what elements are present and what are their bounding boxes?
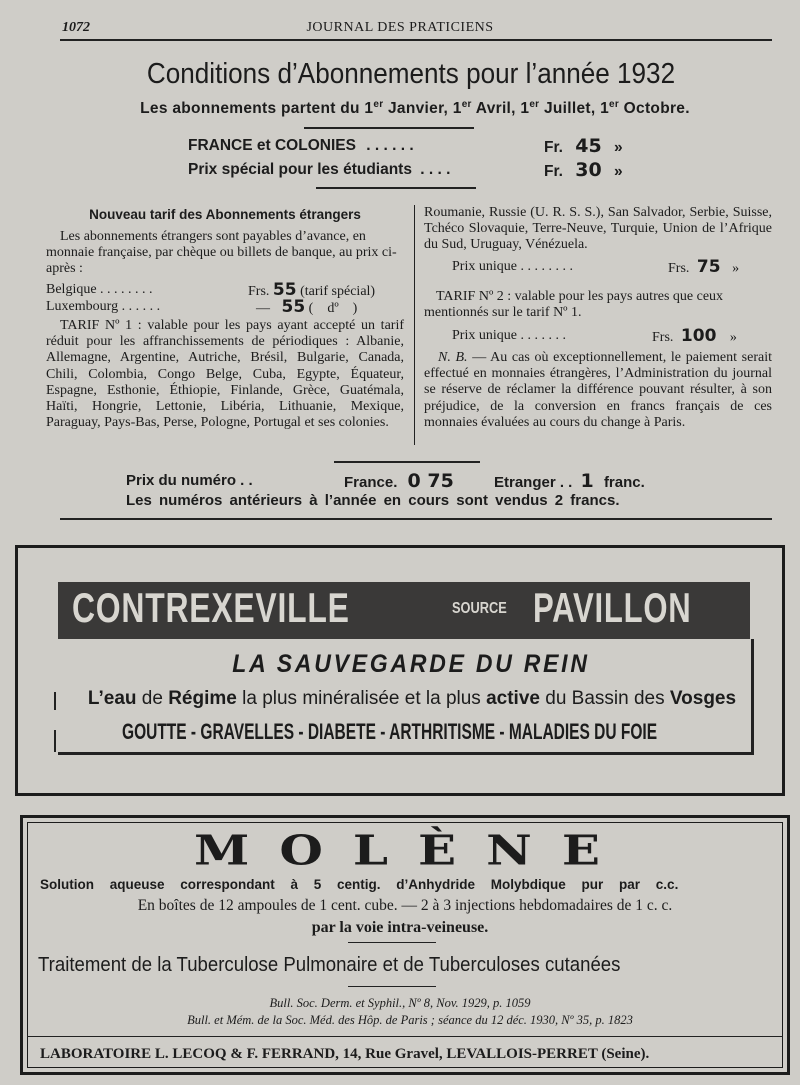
luxembourg-amount: 55	[281, 297, 306, 317]
sup-3: er	[529, 99, 540, 110]
contrex-line-b: de	[136, 688, 169, 709]
subtitle-pre: Les abonnements partent du 1	[140, 100, 374, 118]
tarif1-text: TARIF Nº 1 : valable pour les pays ayant accepté un tarif réduit pour les affranchissements de périodiques : Albanie, Allemagne, Argentine, Autriche, Brésil, Bulgarie, Canada, Chili, Colombia, Congo Belge, Cuba, Egypte, Équateur, Espagne, Esthonie, Éthiopie, Finlande, Grèce, Guatémala, Haïti, Hongrie, Lettonie, Libéria, Lithuanie, Mexique, Paraguay, Pays-Bas, Perse, Pologne, Portugal et ses colonies.	[46, 318, 404, 431]
issue-france-label: France.	[344, 474, 398, 491]
subscription-subtitle	[0, 99, 800, 118]
belgique-row	[46, 282, 153, 298]
issue-france-amount: 0 75	[407, 470, 454, 492]
students-mark: »	[614, 163, 623, 180]
issue-etranger-label: Etranger . .	[494, 474, 573, 491]
subtitle-rule	[304, 127, 474, 129]
tarif1-countries-cont: Roumanie, Russie (U. R. S. S.), San Salvador, Serbie, Suisse, Tchéco Slovaquie, Terre-Neuve, Turquie, Union de l’Afrique du Sud, Uruguay, Vénézuela.	[424, 205, 772, 253]
issue-etranger-amount: 1	[580, 470, 594, 492]
students-price	[544, 159, 623, 181]
molene-desc: Solution aqueuse correspondant à 5 centig. d’Anhydride Molybdique pur par c.c.	[40, 877, 679, 892]
france-price	[544, 135, 623, 157]
subtitle-d3: Juillet, 1	[539, 100, 610, 118]
students-rule	[316, 187, 476, 189]
contrex-line-e: active	[486, 688, 540, 709]
issue-price-row	[126, 472, 253, 489]
france-dots: . . . . . .	[366, 137, 414, 154]
unique2-cur: Frs.	[652, 330, 674, 345]
contrex-brand-left: CONTREXEVILLE	[72, 584, 350, 631]
unique1-label: Prix unique . . . . . . . .	[452, 259, 573, 274]
molene-lab-rule	[27, 1036, 783, 1037]
contrex-line-c: Régime	[168, 688, 237, 709]
luxembourg-row	[46, 299, 160, 315]
unique2-mark: »	[729, 330, 737, 345]
belgique-cur: Frs.	[248, 284, 270, 299]
belgique-country: Belgique . . . . . . . .	[46, 282, 153, 297]
luxembourg-cur: —	[256, 301, 270, 316]
students-label: Prix spécial pour les étudiants	[188, 161, 412, 178]
contrex-line-f: du Bassin des	[539, 688, 670, 709]
subtitle-d2: Avril, 1	[471, 100, 530, 118]
molene-treatment-rule	[348, 986, 436, 987]
luxembourg-price	[256, 297, 357, 317]
contrex-line-d: la plus minéralisée et la plus	[236, 688, 487, 709]
molene-ref1: Bull. Soc. Derm. et Syphil., Nº 8, Nov. 1929, p. 1059	[269, 996, 531, 1010]
column-divider	[414, 205, 415, 445]
subtitle-d1: Janvier, 1	[383, 100, 462, 118]
unique1-row	[452, 259, 573, 275]
students-cur: Fr.	[544, 163, 563, 180]
contrex-source: SOURCE	[452, 600, 507, 617]
issue-franc: franc.	[603, 474, 645, 491]
unique2-price	[652, 326, 737, 346]
contrex-line	[0, 688, 800, 710]
page-number: 1072	[62, 20, 90, 35]
belgique-note: (tarif spécial)	[300, 284, 376, 299]
contrex-line-g: Vosges	[669, 688, 737, 709]
unique2-amount: 100	[680, 326, 717, 346]
issue-etranger	[494, 470, 645, 492]
contrex-line-a: L’eau	[87, 688, 137, 709]
france-cur: Fr.	[544, 139, 563, 156]
issue-france	[344, 470, 454, 492]
molene-route: par la voie intra-veineuse.	[311, 919, 489, 936]
sup-1: er	[373, 99, 384, 110]
molene-lab: LABORATOIRE L. LECOQ & F. FERRAND, 14, Rue Gravel, LEVALLOIS-PERRET (Seine).	[40, 1046, 650, 1062]
molene-dose: En boîtes de 12 ampoules de 1 cent. cube. — 2 à 3 injections hebdomadaires de 1 c. c.	[137, 897, 673, 914]
france-mark: »	[614, 139, 623, 156]
students-dots: . . . .	[420, 161, 451, 178]
section-rule	[60, 518, 772, 520]
contrex-brand-right: PAVILLON	[533, 584, 692, 631]
nb-text	[424, 350, 772, 431]
students-price-row	[188, 161, 450, 179]
tarif2-text: TARIF Nº 2 : valable pour les pays autres que ceux mentionnés sur le tarif Nº 1.	[424, 289, 724, 321]
molene-brand: MOLÈNE	[194, 826, 630, 875]
unique1-cur: Frs.	[668, 261, 690, 276]
foreign-rule	[334, 461, 480, 463]
france-price-row	[188, 137, 414, 155]
sup-2: er	[461, 99, 472, 110]
students-amount: 30	[575, 159, 602, 181]
molene-ref2: Bull. et Mém. de la Soc. Méd. des Hôp. de Paris ; séance du 12 déc. 1930, Nº 35, p. 1823	[187, 1013, 633, 1027]
belgique-amount: 55	[272, 280, 297, 300]
unique1-amount: 75	[696, 257, 721, 277]
france-amount: 45	[575, 135, 602, 157]
contrex-frame-mark-2	[54, 730, 56, 752]
luxembourg-note: ( dº )	[308, 301, 358, 316]
header-rule	[60, 39, 772, 41]
journal-title: JOURNAL DES PRATICIENS	[306, 20, 494, 35]
subtitle-d4: Octobre.	[619, 100, 690, 118]
unique2-row	[452, 328, 566, 344]
contrex-tagline: LA SAUVEGARDE DU REIN	[232, 650, 590, 678]
sup-4: er	[609, 99, 620, 110]
molene-route-rule	[348, 942, 436, 943]
foreign-intro: Les abonnements étrangers sont payables d’avance, en monnaie française, par chèque ou billets de banque, au prix ci-après :	[46, 229, 397, 277]
unique2-label: Prix unique . . . . . . .	[452, 328, 566, 343]
foreign-heading: Nouveau tarif des Abonnements étrangers	[89, 207, 361, 222]
nb-label: N. B.	[438, 350, 468, 365]
molene-treatment: Traitement de la Tuberculose Pulmonaire et de Tuberculoses cutanées	[38, 954, 621, 976]
issue-label: Prix du numéro . .	[126, 472, 253, 489]
france-label: FRANCE et COLONIES	[188, 137, 356, 154]
unique1-mark: »	[732, 261, 740, 276]
luxembourg-country: Luxembourg . . . . . .	[46, 299, 161, 314]
unique1-price	[668, 257, 739, 277]
contrex-diseases: GOUTTE - GRAVELLES - DIABETE - ARTHRITISME - MALADIES DU FOIE	[122, 719, 658, 744]
subscription-title: Conditions d’Abonnements pour l’année 1932	[146, 58, 676, 90]
nb-body: — Au cas où exceptionnellement, le paiement serait effectué en monnaies étrangères, l’Administration du journal se réserve de réclamer la différence pouvant résulter, à son préjudice, de la conversion en francs français de ces monnaies évaluées au cours du change à Paris.	[424, 350, 772, 430]
issue-note: Les numéros antérieurs à l’année en cours sont vendus 2 francs.	[126, 492, 620, 509]
